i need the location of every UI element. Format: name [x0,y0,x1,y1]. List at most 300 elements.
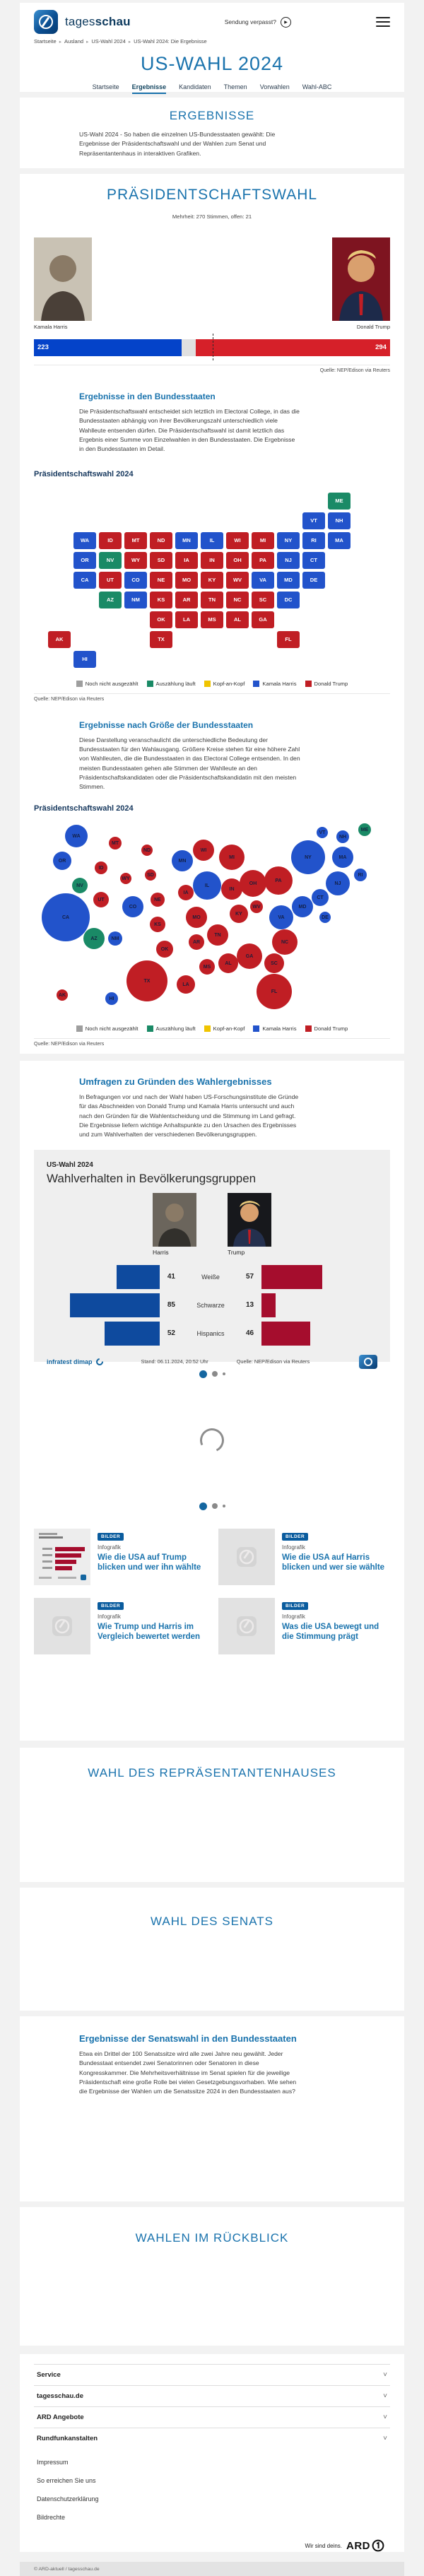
state-tile-WA[interactable]: WA [73,532,96,549]
senat-card [20,1888,404,2011]
legend-label: Noch nicht ausgezählt [85,680,139,687]
repraesentantenhaus-heading: WAHL DES REPRÄSENTANTENHAUSES [88,1766,336,1780]
legend-label: Kamala Harris [262,1025,297,1033]
state-tile-NJ[interactable]: NJ [277,552,300,569]
teaser-kicker: Infografik [98,1613,121,1620]
ergebnisse-text: US-Wahl 2024 - So haben die einzelnen US-Bundesstaaten gewählt: Die Ergebnisse der Präsidentschaftswahl und der Wahlen zum Senat und Repräsentantenhaus in interaktiven Grafiken. [79,131,276,157]
footer-accordion [34,2364,390,2449]
state-bubble-ID[interactable]: ID [95,861,107,874]
state-bubble-IL[interactable]: IL [193,871,221,900]
state-bubble-MA[interactable]: MA [332,847,353,868]
state-tile-MD[interactable]: MD [277,572,300,589]
state-bubble-UT[interactable]: UT [93,892,109,907]
menu-icon[interactable] [376,17,390,27]
candidates-header [20,213,404,339]
harris-small-label: Harris [153,1248,169,1256]
state-bubble-VA[interactable]: VA [269,905,293,929]
legend-item-ausz-hlung-l-uft [147,681,196,687]
harris-caption: Kamala Harris [34,324,68,330]
state-bubble-AR[interactable]: AR [189,934,204,950]
legend-item-ausz-hlung-l-uft [147,1025,196,1032]
teaser-badge: BILDER [282,1602,308,1610]
breadcrumb-separator-icon: ▸ [59,40,61,45]
legend-item-donald-trump [305,681,348,687]
state-tile-IL[interactable]: IL [201,532,223,549]
size-results-text: Diese Darstellung veranschaulicht die unterschiedliche Bedeutung der Bundesstaaten für den Wahlausgang. Größere Kreise stehen für eine höhere Zahl von Wahlleuten, die die Bundesstaaten in das Electoral College entsenden. In den meisten Bundesstaaten gehen alle Stimmen der Wahlleute an den Präsidentschaftskandidaten oder die Präsidentschaftskandidatin mit den meisten Stimmen. [79,736,300,791]
footer-link-so-erreichen-sie-uns[interactable]: So erreichen Sie uns [37,2477,96,2484]
hero-tabs [20,83,404,94]
demo-row-wei-e [47,1263,377,1291]
praesidentschaftswahl-heading: PRÄSIDENTSCHAFTSWAHL [106,187,318,203]
carousel-dot-2[interactable] [212,1503,218,1509]
masthead [20,3,404,37]
carousel-dot-1[interactable] [199,1502,207,1510]
open-bar-segment [182,339,196,356]
state-tile-AL[interactable]: AL [226,611,249,628]
umfragen-heading: Umfragen zu Gründen des Wahlergebnisses [79,1076,272,1087]
state-tile-AR[interactable]: AR [175,592,198,608]
state-bubble-MD[interactable]: MD [292,896,313,917]
page-title: US-WAHL 2024 [140,53,284,74]
state-bubble-SD[interactable]: SD [145,869,156,881]
category-label: Schwarze [196,1301,225,1309]
state-bubble-AZ[interactable]: AZ [83,928,105,949]
state-bubble-MO[interactable]: MO [186,907,207,928]
state-tile-KS[interactable]: KS [150,592,172,608]
state-tile-GA[interactable]: GA [252,611,274,628]
state-tile-NC[interactable]: NC [226,592,249,608]
state-tile-NE[interactable]: NE [150,572,172,589]
accordion-label: Service [37,2371,61,2379]
state-tile-VA[interactable]: VA [252,572,274,589]
source-note: Quelle: NEP/Edison via Reuters [319,368,390,373]
teaser-badge: BILDER [282,1533,308,1541]
ard-brand-text: ARD [346,2539,370,2552]
state-tile-SC[interactable]: SC [252,592,274,608]
legend-swatch [305,681,312,687]
state-tile-HI[interactable]: HI [73,651,96,668]
state-tile-MN[interactable]: MN [175,532,198,549]
teaser-kicker: Infografik [282,1613,305,1620]
chevron-down-icon: ˅ [383,2435,387,2442]
state-bubble-IA[interactable]: IA [178,885,194,900]
harris-bar-zone [47,1322,160,1346]
ard-logo-icon [359,1355,377,1369]
state-bubble-VT[interactable]: VT [317,827,328,838]
stand-note: Stand: 06.11.2024, 20:52 Uhr [141,1358,208,1365]
trump-bar-hispanics [261,1322,310,1346]
teaser-thumb-4 [218,1598,275,1654]
footer-accordion-rundfunkanstalten[interactable] [34,2428,390,2449]
accordion-label: tagesschau.de [37,2392,83,2400]
bubble-legend [20,1025,404,1032]
ergebnisse-heading: ERGEBNISSE [169,109,255,122]
state-bubble-WI[interactable]: WI [193,840,214,861]
state-tile-CO[interactable]: CO [124,572,147,589]
state-bubble-CA[interactable]: CA [42,893,90,941]
teaser-grid [34,1529,390,1654]
infratest-dimap-logo [47,1358,103,1365]
us-states-bubble-map[interactable] [34,818,390,1020]
infografik-kicker: US-Wahl 2024 [47,1160,93,1169]
tab-startseite[interactable]: Startseite [92,83,119,90]
demographic-bars [47,1263,377,1348]
trump-caption: Donald Trump [356,324,390,330]
teaser-thumb-3 [34,1598,90,1654]
state-tile-MI[interactable]: MI [252,532,274,549]
bubble-map-title: Präsidentschaftswahl 2024 [34,804,134,813]
state-tile-LA[interactable]: LA [175,611,198,628]
header-card [20,3,404,92]
carousel-dot-1[interactable] [199,1370,207,1378]
teaser-text [98,1529,206,1585]
footer-links [34,2459,390,2521]
state-tile-SD[interactable]: SD [150,552,172,569]
teaser-title: Wie die USA auf Trump blicken und wer ihn wählte [98,1553,201,1572]
state-tile-UT[interactable]: UT [99,572,122,589]
legend-swatch [147,1025,153,1032]
majority-note: Mehrheit: 270 Stimmen, offen: 21 [172,213,252,220]
teaser-title: Was die USA bewegt und die Stimmung prägt [282,1622,379,1641]
breadcrumb-item-ausland[interactable]: Ausland [64,38,84,45]
state-tile-WV[interactable]: WV [226,572,249,589]
teaser-kicker: Infografik [98,1543,121,1551]
state-bubble-AL[interactable]: AL [218,953,238,973]
state-tile-FL[interactable]: FL [277,631,300,648]
trump-value: 57 [246,1273,254,1281]
trump-bar-zone [261,1322,375,1346]
state-tile-ND[interactable]: ND [150,532,172,549]
state-bubble-NE[interactable]: NE [151,893,165,907]
carousel-dots-top[interactable] [20,1370,404,1378]
state-bubble-RI[interactable]: RI [354,869,367,881]
state-tile-AK[interactable]: AK [48,631,71,648]
electoral-bar[interactable] [34,339,390,356]
legend-swatch [76,681,83,687]
footer-card [20,2354,404,2572]
choropleth-legend [20,681,404,687]
state-tile-TN[interactable]: TN [201,592,223,608]
chevron-down-icon: ˅ [383,2413,387,2421]
legend-item-noch-nicht-ausgez-hlt [76,681,139,687]
loading-zone [20,1378,404,1502]
harris-bar-segment [34,339,182,356]
state-bubble-MN[interactable]: MN [172,850,193,871]
state-tile-WI[interactable]: WI [226,532,249,549]
accordion-label: ARD Angebote [37,2413,84,2421]
state-tile-MT[interactable]: MT [124,532,147,549]
state-tile-NV[interactable]: NV [99,552,122,569]
trump-thumb-block [228,1193,271,1256]
legend-item-noch-nicht-ausgez-hlt [76,1025,139,1032]
ergebnisse-card [20,98,404,168]
state-tile-AZ[interactable]: AZ [99,592,122,608]
harris-value: 85 [167,1301,175,1310]
trump-bar-zone [261,1293,375,1317]
brand-wordmark[interactable] [65,15,131,29]
choropleth-title: Präsidentschaftswahl 2024 [34,469,134,478]
rueckblick-heading: WAHLEN IM RÜCKBLICK [135,2231,289,2245]
infografik-title: Wahlverhalten in Bevölkerungsgruppen [47,1171,257,1185]
footer-accordion-service[interactable] [34,2364,390,2385]
play-glyph: ▶ [284,20,288,25]
state-bubble-PA[interactable]: PA [264,866,293,895]
state-tile-KY[interactable]: KY [201,572,223,589]
teaser-title: Wie die USA auf Harris blicken und wer sie wählte [282,1553,385,1572]
state-bubble-SC[interactable]: SC [264,953,284,973]
state-bubble-MS[interactable]: MS [199,959,215,975]
states-results-heading: Ergebnisse in den Bundesstaaten [79,392,216,401]
carousel-dots-bottom[interactable] [20,1502,404,1510]
state-tile-NH[interactable]: NH [328,512,351,529]
choropleth-source: Quelle: NEP/Edison via Reuters [34,696,105,702]
harris-votes: 223 [37,343,49,351]
state-bubble-TN[interactable]: TN [207,924,228,946]
state-tile-VT[interactable]: VT [302,512,325,529]
trump-votes: 294 [375,343,387,351]
brand-bold: schau [95,15,131,28]
breadcrumb [20,37,404,50]
state-bubble-OR[interactable]: OR [53,852,71,870]
footer-accordion-ard-angebote[interactable] [34,2406,390,2428]
copyright-text: © ARD-aktuell / tagesschau.de [34,2566,100,2572]
legend-label: Kopf-an-Kopf [213,680,245,687]
footer-link-impressum[interactable]: Impressum [37,2459,69,2466]
state-bubble-NC[interactable]: NC [272,929,298,955]
state-bubble-CT[interactable]: CT [312,889,329,906]
legend-label: Auszählung läuft [155,680,196,687]
ard-slogan: Wir sind deins. [305,2542,342,2549]
legend-label: Noch nicht ausgezählt [85,1025,139,1033]
state-bubble-AK[interactable]: AK [57,989,68,1001]
tab-ergebnisse[interactable]: Ergebnisse [132,83,167,94]
state-tile-NY[interactable]: NY [277,532,300,549]
repraesentantenhaus-card [20,1748,404,1882]
trump-bar-segment [196,339,390,356]
infografik-photos [47,1193,377,1256]
teaser-text [98,1598,206,1654]
brand-light: tages [65,15,95,28]
state-tile-OR[interactable]: OR [73,552,96,569]
footer-link-bildrechte[interactable]: Bildrechte [37,2514,66,2521]
teaser-badge: BILDER [98,1533,124,1541]
us-states-choropleth-map[interactable] [34,486,390,675]
states-results-text: Die Präsidentschaftswahl entscheidet sich letztlich im Electoral College, in das die Bundesstaaten abhängig von ihrer Bevölkerungszahl unterschiedlich viele Wahlleute entsenden dürfen. Die Präsidentschaftswahl ist damit letztlich das Ergebnis einer Summe von Einzelwahlen in den Bundesstaaten. Die Ergebnisse in den Bundesstaaten im Detail. [79,408,300,453]
teaser-thumb-2 [218,1529,275,1585]
state-tile-MO[interactable]: MO [175,572,198,589]
legend-swatch [76,1025,83,1032]
state-tile-CA[interactable]: CA [73,572,96,589]
harris-bar-zone [47,1265,160,1289]
teaser-thumb-1 [34,1529,90,1585]
breadcrumb-separator-icon: ▸ [128,40,131,45]
state-tile-WY[interactable]: WY [124,552,147,569]
state-bubble-HI[interactable]: HI [105,992,118,1005]
trump-bar-schwarze [261,1293,276,1317]
play-icon[interactable] [281,17,291,28]
state-bubble-TX[interactable]: TX [126,960,167,1001]
state-bubble-NJ[interactable]: NJ [326,871,350,895]
footer-link-datenschutzerkl-rung[interactable]: Datenschutzerklärung [37,2495,99,2503]
harris-thumb-block [153,1193,196,1256]
tab-wahl-abc[interactable]: Wahl-ABC [302,83,332,90]
legend-item-kamala-harris [253,1025,296,1032]
legend-swatch [204,681,211,687]
state-bubble-DE[interactable]: DE [319,912,331,923]
harris-value: 52 [167,1329,175,1338]
chevron-down-icon: ˅ [383,2392,387,2400]
trump-small-label: Trump [228,1248,245,1256]
state-tile-OK[interactable]: OK [150,611,172,628]
state-bubble-WA[interactable]: WA [65,825,88,847]
category-label: Weiße [201,1273,220,1281]
legend-item-donald-trump [305,1025,348,1032]
teaser-was-die-usa-bewegt-und-die-stimmung-pr-gt[interactable] [218,1598,390,1654]
demo-row-hispanics [47,1319,377,1348]
state-tile-ID[interactable]: ID [99,532,122,549]
tab-vorwahlen[interactable]: Vorwahlen [259,83,290,90]
senatswahl-text: Etwa ein Drittel der 100 Senatssitze wird alle zwei Jahre neu gewählt. Jeder Bundesstaat entsendet zwei Senatorinnen oder Senatoren in diese Kongresskammer. Die Mehrheitsverhältnisse im Senat spielen für die jeweilige Präsidentschaft eine große Rolle bei vielen Gesetzgebungsvorhaben. Wie sehen die Ergebnisse der Wahlen um die Senatssitze 2024 in den Bundesstaaten aus? [79,2050,297,2095]
state-tile-IN[interactable]: IN [201,552,223,569]
state-bubble-ME[interactable]: ME [358,823,371,836]
harris-bar-zone [47,1293,160,1317]
state-tile-NM[interactable]: NM [124,592,147,608]
state-bubble-OK[interactable]: OK [156,941,173,958]
teaser-wie-die-usa-auf-harris-blicken-und-wer-sie-w-hlte[interactable] [218,1529,390,1585]
state-bubble-WV[interactable]: WV [250,900,263,913]
state-bubble-NY[interactable]: NY [291,840,325,874]
state-tile-IA[interactable]: IA [175,552,198,569]
legend-swatch [253,681,259,687]
harris-bar-schwarze [70,1293,160,1317]
state-bubble-LA[interactable]: LA [177,975,195,994]
donald-trump-photo [332,237,390,321]
tab-kandidaten[interactable]: Kandidaten [179,83,211,90]
umfragen-card [20,1061,404,1741]
praesidentschaftswahl-card [20,174,404,1054]
breadcrumb-item-startseite[interactable]: Startseite [34,38,57,45]
senat-heading: WAHL DES SENATS [150,1915,273,1928]
state-bubble-NV[interactable]: NV [72,878,88,893]
breadcrumb-separator-icon: ▸ [86,40,89,45]
teaser-wie-die-usa-auf-trump-blicken-und-wer-ihn-w-hlte[interactable] [34,1529,206,1585]
legend-item-kopf-an-kopf [204,1025,245,1032]
carousel-dot-2[interactable] [212,1371,218,1377]
tagesschau-logo-icon[interactable] [34,10,58,34]
state-tile-MA[interactable]: MA [328,532,351,549]
carousel-dot-3[interactable] [223,1505,225,1507]
state-bubble-CO[interactable]: CO [122,896,143,917]
size-results-heading: Ergebnisse nach Größe der Bundesstaaten [79,719,254,730]
legend-swatch [204,1025,211,1032]
breadcrumb-item-us-wahl-2024-die-ergebnisse[interactable]: US-Wahl 2024: Die Ergebnisse [134,38,207,45]
teaser-title: Wie Trump und Harris im Vergleich bewertet werden [98,1622,201,1641]
rueckblick-card [20,2207,404,2346]
state-bubble-FL[interactable]: FL [257,974,292,1009]
breadcrumb-item-us-wahl-2024[interactable]: US-Wahl 2024 [91,38,126,45]
infratest-dimap-icon [94,1357,104,1367]
ard-circle-one-icon [372,2539,384,2552]
state-tile-OH[interactable]: OH [226,552,249,569]
infografik-card[interactable] [34,1150,390,1365]
state-tile-RI[interactable]: RI [302,532,325,549]
teaser-wie-trump-und-harris-im-vergleich-bewertet-werden[interactable] [34,1598,206,1654]
kamala-harris-photo [34,237,92,321]
accordion-label: Rundfunkanstalten [37,2435,98,2442]
state-tile-DC[interactable]: DC [277,592,300,608]
state-bubble-IN[interactable]: IN [221,878,242,900]
infografik-footer [47,1355,377,1369]
legend-item-kamala-harris [253,681,296,687]
senatswahl-card [20,2016,404,2201]
missed-broadcast-link[interactable] [225,17,291,28]
loading-spinner-icon [196,1425,228,1456]
state-tile-CT[interactable]: CT [302,552,325,569]
harris-value: 41 [167,1273,175,1281]
trump-small-photo [228,1193,271,1247]
tab-themen[interactable]: Themen [223,83,247,90]
carousel-dot-3[interactable] [223,1372,225,1375]
ard-slogan-row [34,2539,390,2552]
legend-swatch [305,1025,312,1032]
teaser-badge: BILDER [98,1602,124,1610]
trump-bar-zone [261,1265,375,1289]
demo-row-schwarze [47,1291,377,1319]
state-bubble-KY[interactable]: KY [230,905,248,923]
footer-accordion-tagesschau-de[interactable] [34,2385,390,2406]
state-bubble-NH[interactable]: NH [336,830,349,843]
chevron-down-icon: ˅ [383,2371,387,2379]
legend-label: Donald Trump [314,1025,348,1033]
state-tile-DE[interactable]: DE [302,572,325,589]
copyright-bar [20,2562,404,2576]
harris-bar-hispanics [105,1322,160,1346]
state-tile-ME[interactable]: ME [328,493,351,510]
state-tile-MS[interactable]: MS [201,611,223,628]
category-label: Hispanics [196,1329,225,1337]
state-bubble-MI[interactable]: MI [219,845,245,870]
trump-value: 46 [246,1329,254,1338]
state-bubble-MT[interactable]: MT [109,837,122,849]
trump-value: 13 [246,1301,254,1310]
legend-item-kopf-an-kopf [204,681,245,687]
legend-label: Auszählung läuft [155,1025,196,1033]
state-tile-PA[interactable]: PA [252,552,274,569]
trump-bar-wei-e [261,1265,322,1289]
state-bubble-KS[interactable]: KS [150,917,165,932]
legend-label: Kopf-an-Kopf [213,1025,245,1033]
state-bubble-OH[interactable]: OH [240,870,266,897]
state-bubble-WY[interactable]: WY [120,873,131,884]
legend-label: Kamala Harris [262,680,297,687]
legend-label: Donald Trump [314,680,348,687]
teaser-text [282,1598,390,1654]
missed-broadcast-label: Sendung verpasst? [224,18,276,25]
teaser-text [282,1529,390,1585]
bubble-source: Quelle: NEP/Edison via Reuters [34,1042,105,1047]
legend-swatch [253,1025,259,1032]
state-tile-TX[interactable]: TX [150,631,172,648]
senatswahl-heading: Ergebnisse der Senatswahl in den Bundesstaaten [79,2033,297,2044]
state-bubble-NM[interactable]: NM [108,931,122,946]
harris-bar-wei-e [117,1265,160,1289]
legend-swatch [147,681,153,687]
state-bubble-ND[interactable]: ND [141,845,153,856]
harris-small-photo [153,1193,196,1247]
teaser-kicker: Infografik [282,1543,305,1551]
infratest-dimap-label: infratest dimap [47,1358,93,1365]
state-bubble-GA[interactable]: GA [237,943,262,969]
